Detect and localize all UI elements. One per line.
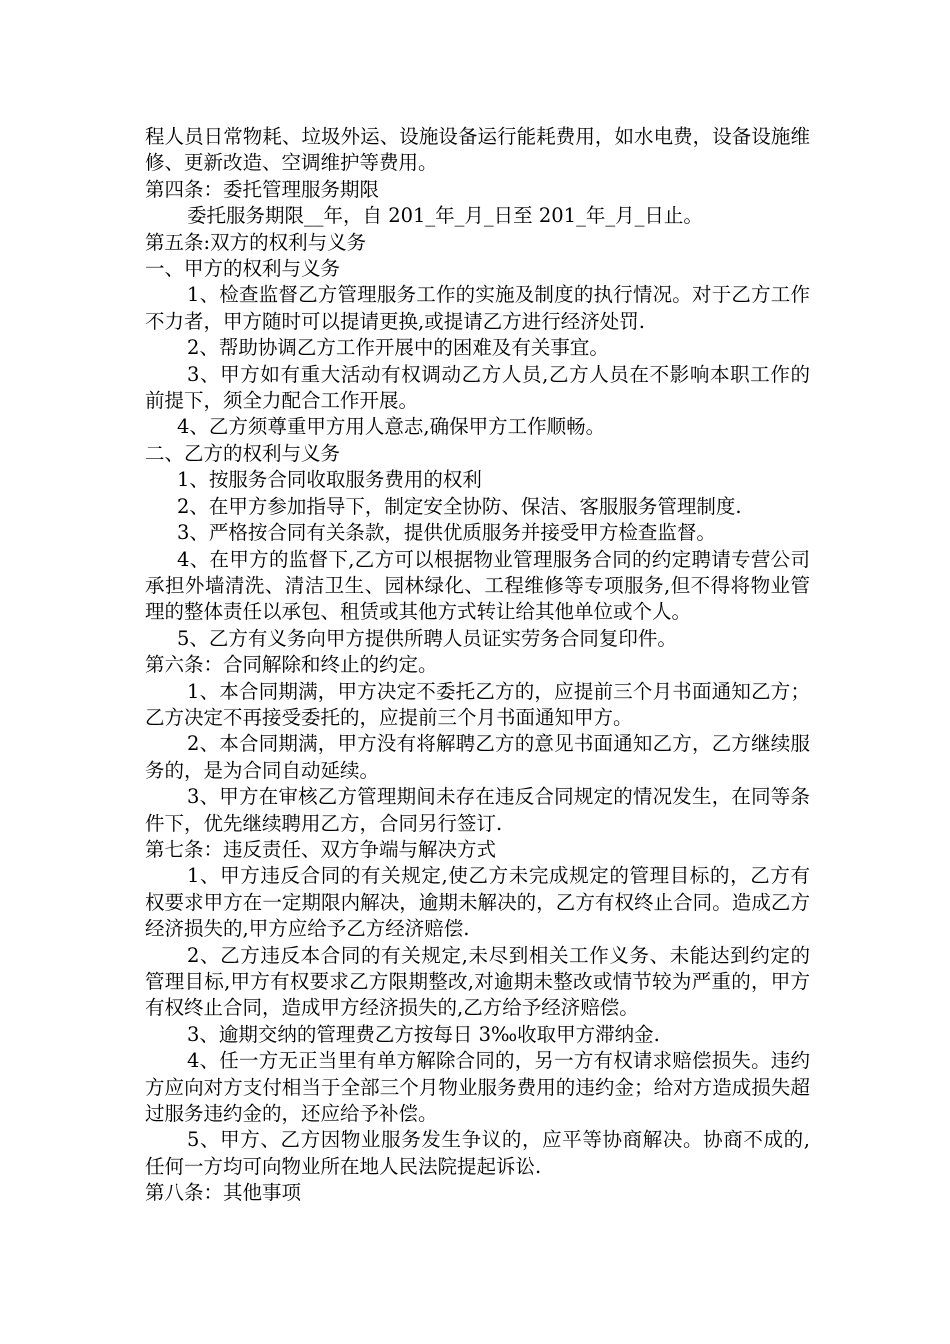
clause-paragraph: 4、乙方须尊重甲方用人意志,确保甲方工作顺畅。: [177, 415, 606, 439]
section-heading: 第四条：委托管理服务期限: [145, 177, 380, 201]
clause-paragraph: 3、逾期交纳的管理费乙方按每日 3‰收取甲方滞纳金.: [187, 1022, 660, 1046]
clause-paragraph: 5、乙方有义务向甲方提供所聘人员证实劳务合同复印件。: [177, 626, 677, 650]
document-body: [145, 124, 810, 1207]
clause-paragraph: 1、按服务合同收取服务费用的权利: [177, 468, 482, 492]
clause-paragraph: 2、帮助协调乙方工作开展中的困难及有关事宜。: [187, 336, 609, 360]
section-heading: 第八条：其他事项: [145, 1181, 302, 1205]
section-heading: 第七条：违反责任、双方争端与解决方式: [145, 837, 497, 861]
clause-paragraph: 3、甲方在审核乙方管理期间未存在违反合同规定的情况发生，在同等条件下，优先继续聘用乙方，合同另行签订.: [145, 785, 810, 835]
clause-paragraph: 2、本合同期满，甲方没有将解聘乙方的意见书面通知乙方，乙方继续服务的，是为合同自动延续。: [145, 732, 810, 782]
section-heading: 第六条：合同解除和终止的约定。: [145, 653, 438, 677]
clause-paragraph: 1、甲方违反合同的有关规定,使乙方未完成规定的管理目标的，乙方有权要求甲方在一定期限内解决，逾期未解决的，乙方有权终止合同。造成乙方经济损失的,甲方应给予乙方经济赔偿.: [145, 864, 810, 941]
clause-paragraph: 4、任一方无正当里有单方解除合同的，另一方有权请求赔偿损失。违约方应向对方支付相当于全部三个月物业服务费用的违约金；给对方造成损失超过服务违约金的，还应给予补偿。: [145, 1049, 810, 1126]
clause-paragraph: 5、甲方、乙方因物业服务发生争议的，应平等协商解决。协商不成的,任何一方均可向物业所在地人民法院提起诉讼.: [145, 1128, 810, 1178]
clause-paragraph: 委托服务期限__年，自 201_年_月_日至 201_年_月_日止。: [187, 204, 703, 228]
clause-paragraph: 2、乙方违反本合同的有关规定,未尽到相关工作义务、未能达到约定的管理目标,甲方有权要求乙方限期整改,对逾期未整改或情节较为严重的，甲方有权终止合同，造成甲方经济损失的,乙方给予经济赔偿。: [145, 943, 810, 1020]
clause-paragraph: 3、严格按合同有关条款，提供优质服务并接受甲方检查监督。: [177, 521, 716, 545]
section-heading: 程人员日常物耗、垃圾外运、设施设备运行能耗费用，如水电费，设备设施维修、更新改造、空调维护等费用。: [145, 125, 810, 175]
section-heading: 第五条:双方的权利与义务: [145, 230, 367, 254]
section-heading: 二、乙方的权利与义务: [145, 441, 341, 465]
clause-paragraph: 1、本合同期满，甲方决定不委托乙方的，应提前三个月书面通知乙方；乙方决定不再接受委托的，应提前三个月书面通知甲方。: [145, 679, 810, 729]
section-heading: 一、甲方的权利与义务: [145, 257, 341, 281]
clause-paragraph: 3、甲方如有重大活动有权调动乙方人员,乙方人员在不影响本职工作的前提下，须全力配合工作开展。: [145, 362, 810, 413]
clause-paragraph: 4、在甲方的监督下,乙方可以根据物业管理服务合同的约定聘请专营公司承担外墙清洗、清洁卫生、园林绿化、工程维修等专项服务,但不得将物业管理的整体责任以承包、租赁或其他方式转让给其他单位或个人。: [145, 547, 810, 624]
clause-paragraph: 2、在甲方参加指导下，制定安全协防、保洁、客服服务管理制度.: [177, 494, 742, 518]
clause-paragraph: 1、检查监督乙方管理服务工作的实施及制度的执行情况。对于乙方工作不力者，甲方随时可以提请更换,或提请乙方进行经济处罚.: [145, 283, 810, 333]
